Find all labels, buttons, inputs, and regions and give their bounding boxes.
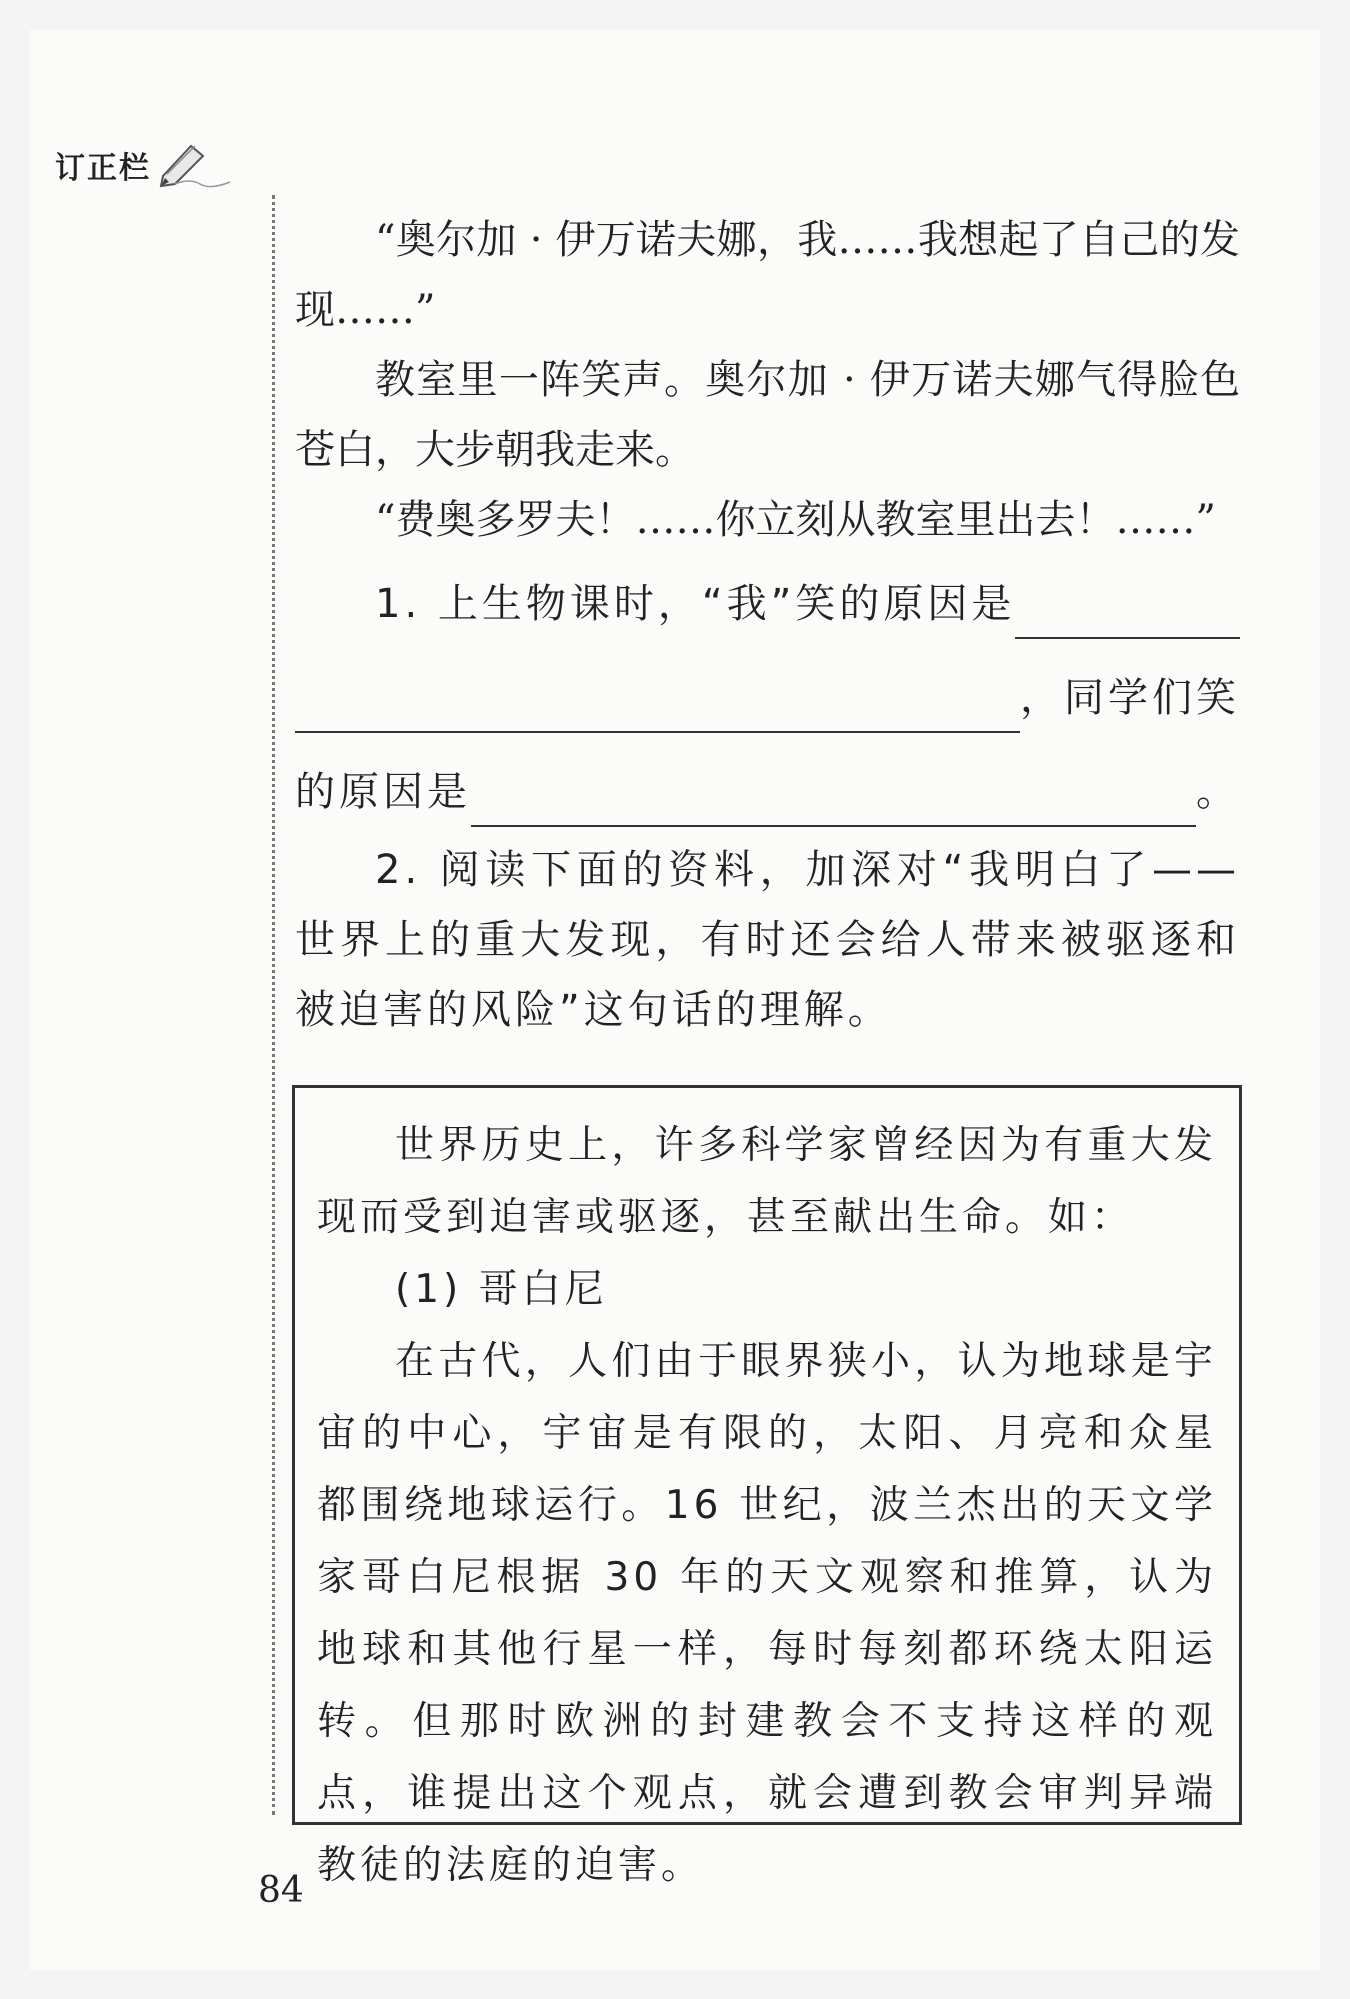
question-1: [295, 569, 1240, 827]
pencil-icon: [155, 138, 235, 192]
question-1-text: 1. 上生物课时，“我”笑的原因是: [375, 581, 1016, 627]
correction-header: [55, 138, 235, 192]
answer-blank[interactable]: [471, 775, 1196, 827]
margin-dotted-divider: [272, 195, 275, 1815]
material-body: 在古代，人们由于眼界狭小，认为地球是宇宙的中心，宇宙是有限的，太阳、月亮和众星都围绕地球运行。16 世纪，波兰杰出的天文学家哥白尼根据 30 年的天文观察和推算，认为地球和其他行星一样，每时每刻都环绕太阳运转。但那时欧洲的封建教会不支持这样的观点，谁提出这个观点，就会遭到教会审判异端教徒的法庭的迫害。: [317, 1339, 1217, 1888]
question-1-text: 的原因是: [295, 769, 471, 815]
period: 。: [1196, 769, 1240, 815]
passage-paragraph: “费奥多罗夫！……你立刻从教室里出去！……”: [375, 497, 1216, 543]
question-2: 2. 阅读下面的资料，加深对“我明白了——世界上的重大发现，有时还会给人带来被驱逐和被迫害的风险”这句话的理解。: [295, 847, 1240, 1033]
answer-blank[interactable]: [1015, 587, 1240, 639]
passage-paragraph: “奥尔加 · 伊万诺夫娜，我……我想起了自己的发现……”: [295, 217, 1240, 333]
material-intro: 世界历史上，许多科学家曾经因为有重大发现而受到迫害或驱逐，甚至献出生命。如：: [317, 1123, 1217, 1240]
answer-blank[interactable]: [295, 681, 1020, 733]
main-content: [295, 205, 1240, 1045]
page-number: 84: [258, 1870, 304, 1911]
question-1-text: ，同学们笑: [1020, 675, 1240, 721]
reference-material-box: [292, 1085, 1242, 1888]
correction-label: 订正栏: [55, 151, 151, 186]
passage-paragraph: 教室里一阵笑声。奥尔加 · 伊万诺夫娜气得脸色苍白，大步朝我走来。: [295, 357, 1240, 473]
material-item-title: (1) 哥白尼: [395, 1267, 608, 1312]
